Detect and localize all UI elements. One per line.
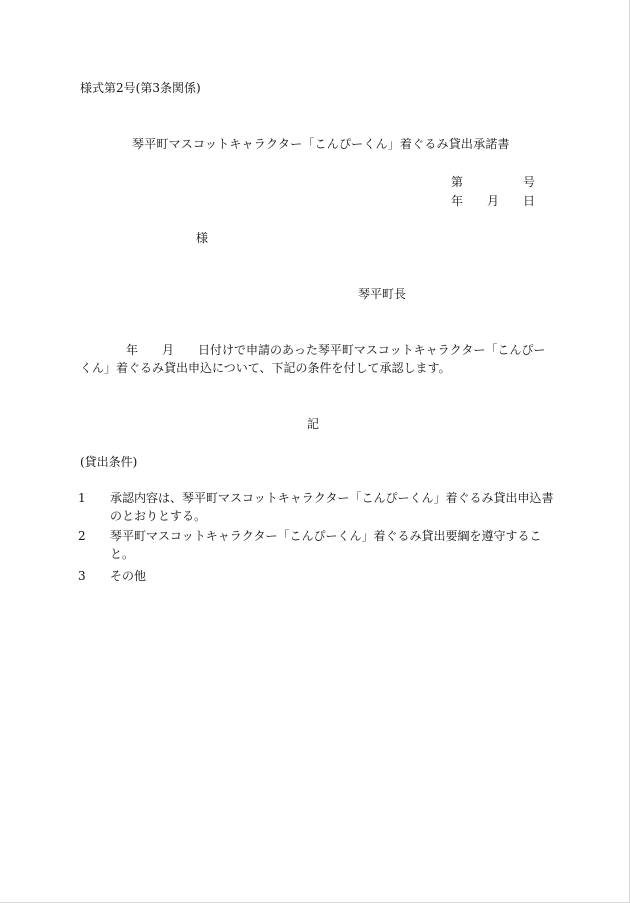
- issuer-name: 琴平町長: [358, 287, 407, 301]
- issue-date: [451, 193, 535, 209]
- condition-item: [80, 527, 558, 563]
- date-day-label: 日: [522, 194, 535, 208]
- body-text: 日付けで申請のあった琴平町マスコットキャラクター「こんぴーくん」着ぐるみ貸出申込について、下記の条件を付して承認します。: [80, 343, 546, 375]
- addressee-honorific: 様: [196, 231, 209, 245]
- condition-item: [80, 567, 558, 585]
- ref-go-label: 号: [522, 175, 535, 189]
- form-number-label: 様式第2号(第3条関係): [80, 81, 201, 95]
- body-year-label: 年: [126, 343, 139, 357]
- condition-text: その他: [110, 569, 147, 583]
- conditions-heading: (貸出条件): [80, 455, 138, 469]
- date-year-label: 年: [451, 194, 464, 208]
- ref-dai-label: 第: [451, 175, 464, 189]
- document-title: 琴平町マスコットキャラクター「こんぴーくん」着ぐるみ貸出承諾書: [132, 137, 510, 151]
- body-month-label: 月: [162, 343, 175, 357]
- condition-number: 1: [78, 491, 86, 505]
- ki-heading: 記: [307, 417, 320, 431]
- condition-text: 琴平町マスコットキャラクター「こんぴーくん」着ぐるみ貸出要綱を遵守すること。: [110, 529, 542, 561]
- approval-statement: [80, 341, 550, 377]
- condition-number: 2: [78, 529, 86, 543]
- condition-text: 承認内容は、琴平町マスコットキャラクター「こんぴーくん」着ぐるみ貸出申込書のとおりとする。: [110, 491, 554, 523]
- condition-number: 3: [78, 569, 86, 583]
- condition-item: [80, 489, 558, 525]
- reference-number: [451, 174, 535, 190]
- date-month-label: 月: [486, 194, 499, 208]
